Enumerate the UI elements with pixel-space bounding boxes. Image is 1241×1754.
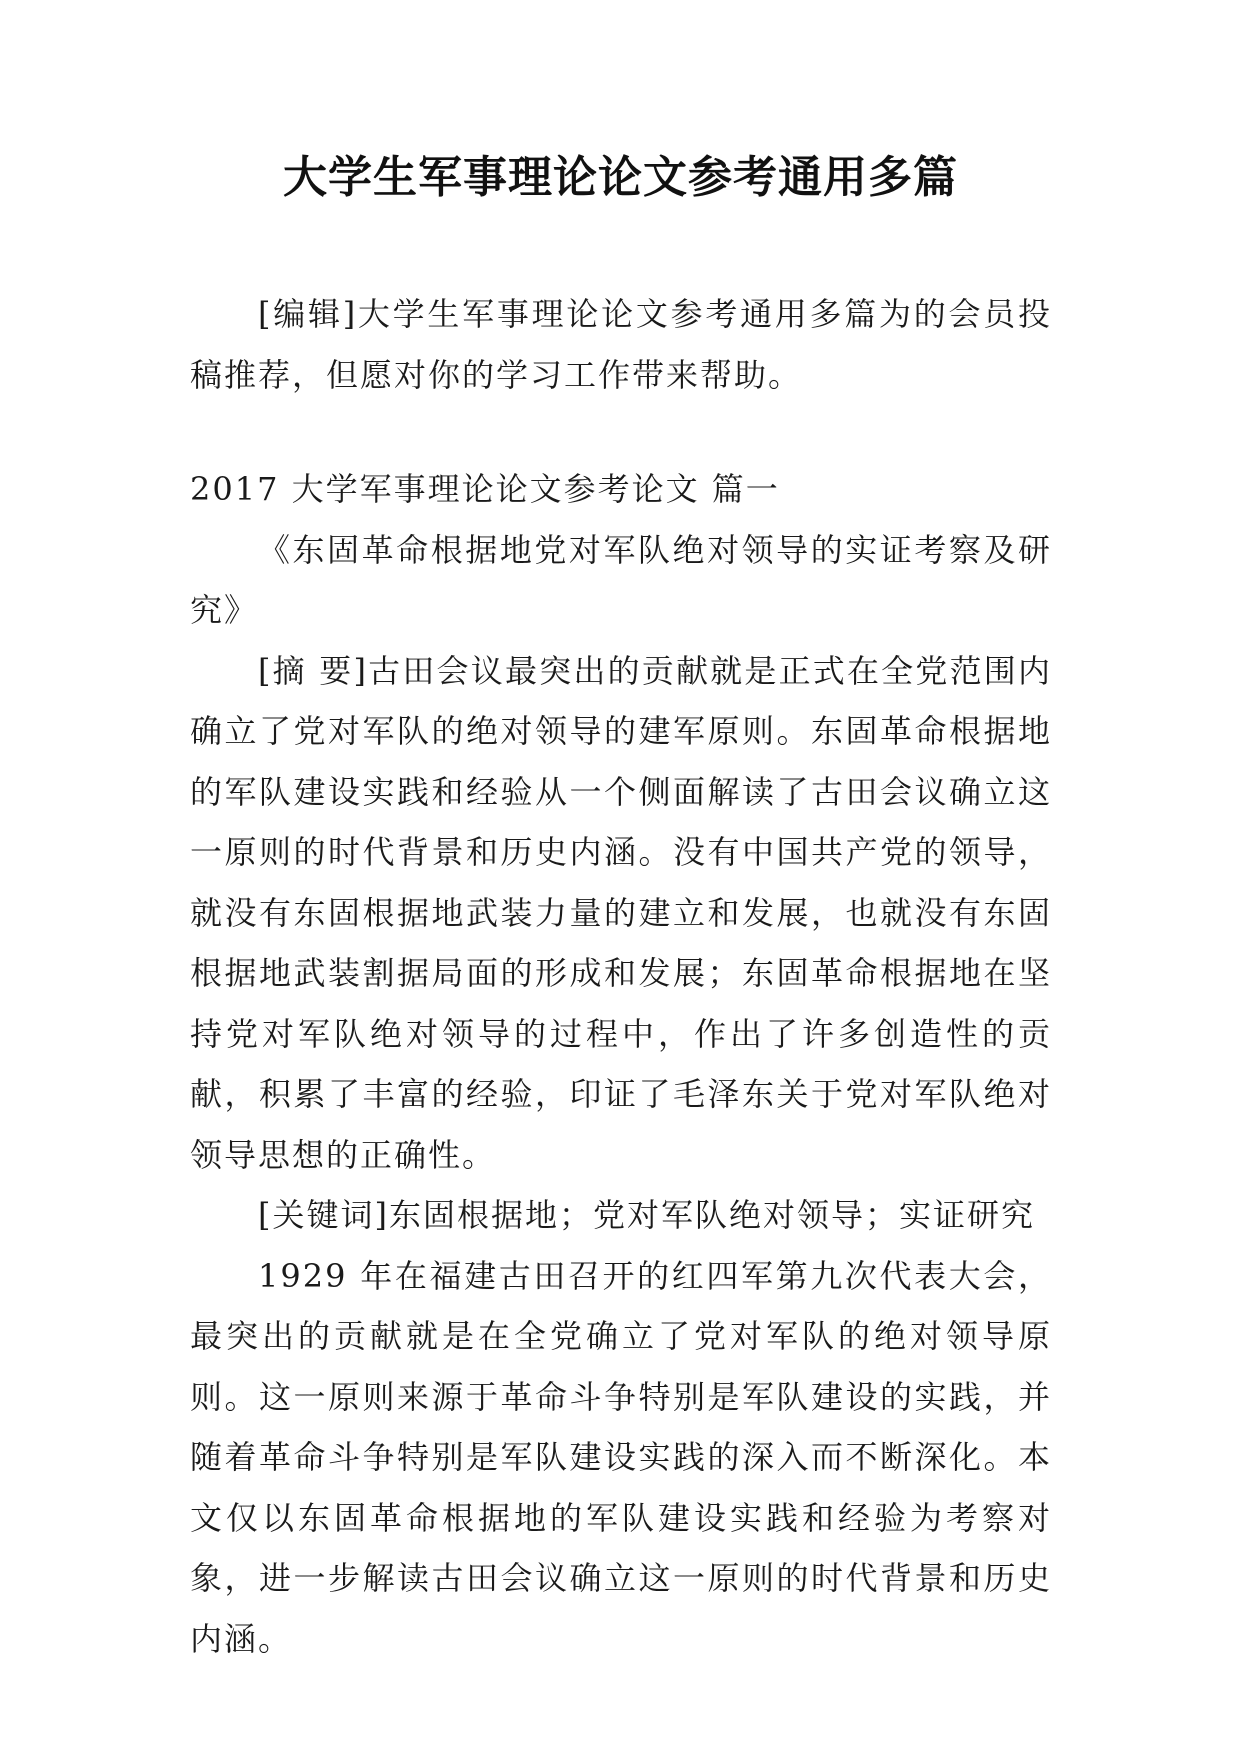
- paper-title: 《东固革命根据地党对军队绝对领导的实证考察及研究》: [190, 530, 1052, 629]
- keywords-paragraph: [关键词]东固根据地；党对军队绝对领导；实证研究: [258, 1196, 1035, 1234]
- body-paragraph: 1929 年在福建古田召开的红四军第九次代表大会，最突出的贡献就是在全党确立了党对军队的绝对领导原则。这一原则来源于革命斗争特别是军队建设的实践，并随着革命斗争特别是军队建设实践的深入而不断深化。本文仅以东固革命根据地的军队建设实践和经验为考察对象，进一步解读古田会议确立这一原则的时代背景和历史内涵。: [190, 1256, 1052, 1658]
- intro-block: [190, 284, 1052, 405]
- abstract-paragraph: [摘 要]古田会议最突出的贡献就是正式在全党范围内确立了党对军队的绝对领导的建军原则。东固革命根据地的军队建设实践和经验从一个侧面解读了古田会议确立这一原则的时代背景和历史内涵。没有中国共产党的领导，就没有东固根据地武装力量的建立和发展，也就没有东固根据地武装割据局面的形成和发展；东固革命根据地在坚持党对军队绝对领导的过程中，作出了许多创造性的贡献，积累了丰富的经验，印证了毛泽东关于党对军队绝对领导思想的正确性。: [190, 651, 1052, 1174]
- section-heading: 2017 大学军事理论论文参考论文 篇一: [190, 470, 780, 508]
- article-body: [190, 459, 1052, 1669]
- document-title: 大学生军事理论论文参考通用多篇: [283, 152, 958, 203]
- intro-paragraph: [编辑]大学生军事理论论文参考通用多篇为的会员投稿推荐，但愿对你的学习工作带来帮助。: [190, 295, 1052, 394]
